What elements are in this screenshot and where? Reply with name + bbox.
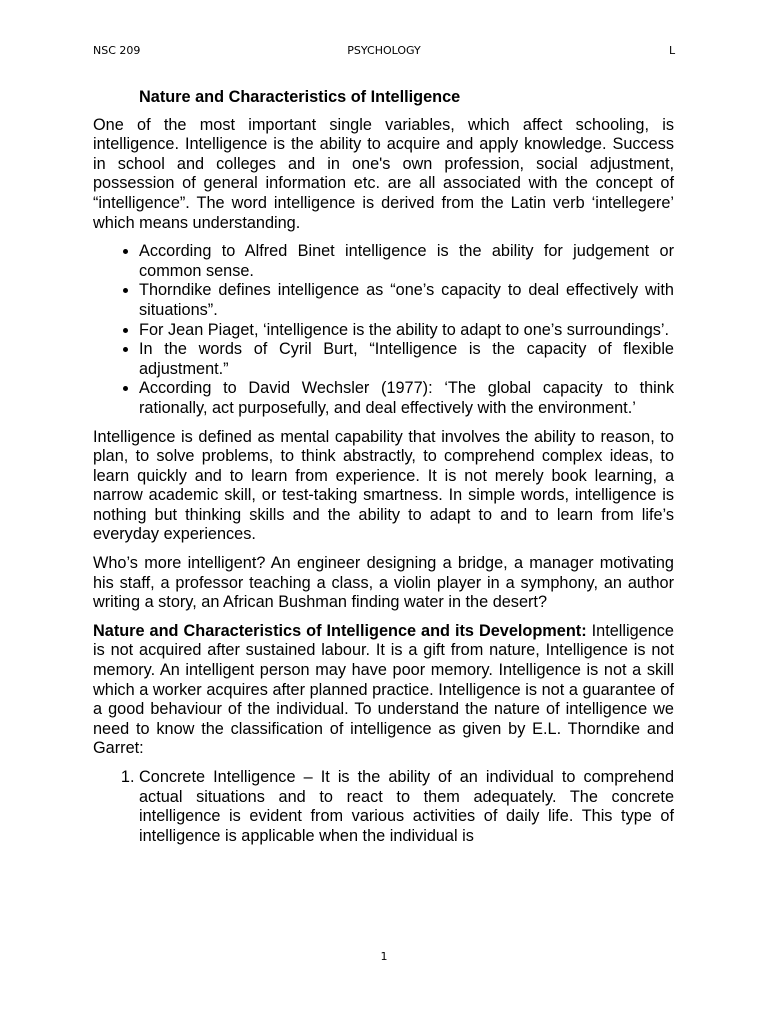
intro-paragraph: One of the most important single variables, which affect schooling, is intelligence. Intelligence is the ability to acquire and apply knowledge. Success in school and colleges and in one's own profession, social adjustment, possession of general information etc. are all associated with the concept of “intelligence”. The word intelligence is derived from the Latin verb ‘intellegere’ which means understanding. [93, 115, 674, 232]
document-body [93, 88, 674, 846]
page-number: 1 [380, 950, 388, 963]
header-subject: PSYCHOLOGY [347, 44, 421, 57]
definition-item: • Thorndike defines intelligence as “one’s capacity to deal effectively with situations”. [139, 281, 674, 320]
definitions-list [93, 242, 674, 418]
definition-paragraph: Intelligence is defined as mental capability that involves the ability to reason, to plan, to solve problems, to think abstractly, to comprehend complex ideas, to learn quickly and to learn from experience. It is not merely book learning, a narrow academic skill, or test-taking smartness. In simple words, intelligence is nothing but thinking skills and the ability to adapt to and to learn from life’s everyday experiences. [93, 427, 674, 544]
classification-item: 1. Concrete Intelligence – It is the ability of an individual to comprehend actual situations and to react to them adequately. The concrete intelligence is evident from various activities of daily life. This type of intelligence is applicable when the individual is [139, 768, 674, 846]
definition-item: • For Jean Piaget, ‘intelligence is the ability to adapt to one’s surroundings’. [139, 321, 674, 341]
classification-list [93, 768, 674, 846]
definition-item: • In the words of Cyril Burt, “Intelligence is the capacity of flexible adjustment.” [139, 340, 674, 379]
nature-section-paragraph [93, 622, 674, 759]
document-title: Nature and Characteristics of Intelligence [139, 88, 461, 106]
question-paragraph: Who’s more intelligent? An engineer designing a bridge, a manager motivating his staff, a professor teaching a class, a violin player in a symphony, an author writing a story, an African Bushman finding water in the desert? [93, 554, 674, 612]
section-heading: Nature and Characteristics of Intelligence and its Development: [93, 621, 587, 640]
header-right-mark: L [669, 44, 676, 57]
header-course-code: NSC 209 [93, 44, 141, 57]
definition-item: • According to David Wechsler (1977): ‘The global capacity to think rationally, act purposefully, and deal effectively with the environment.’ [139, 379, 674, 418]
section-text: Intelligence is not acquired after sustained labour. It is a gift from nature, Intelligence is not memory. An intelligent person may have poor memory. Intelligence is not a skill which a worker acquires after planned practice. Intelligence is not a guarantee of a good behaviour of the individual. To understand the nature of intelligence we need to know the classification of intelligence as given by E.L. Thorndike and Garret: [93, 621, 674, 758]
definition-item: • According to Alfred Binet intelligence is the ability for judgement or common sense. [139, 242, 674, 281]
